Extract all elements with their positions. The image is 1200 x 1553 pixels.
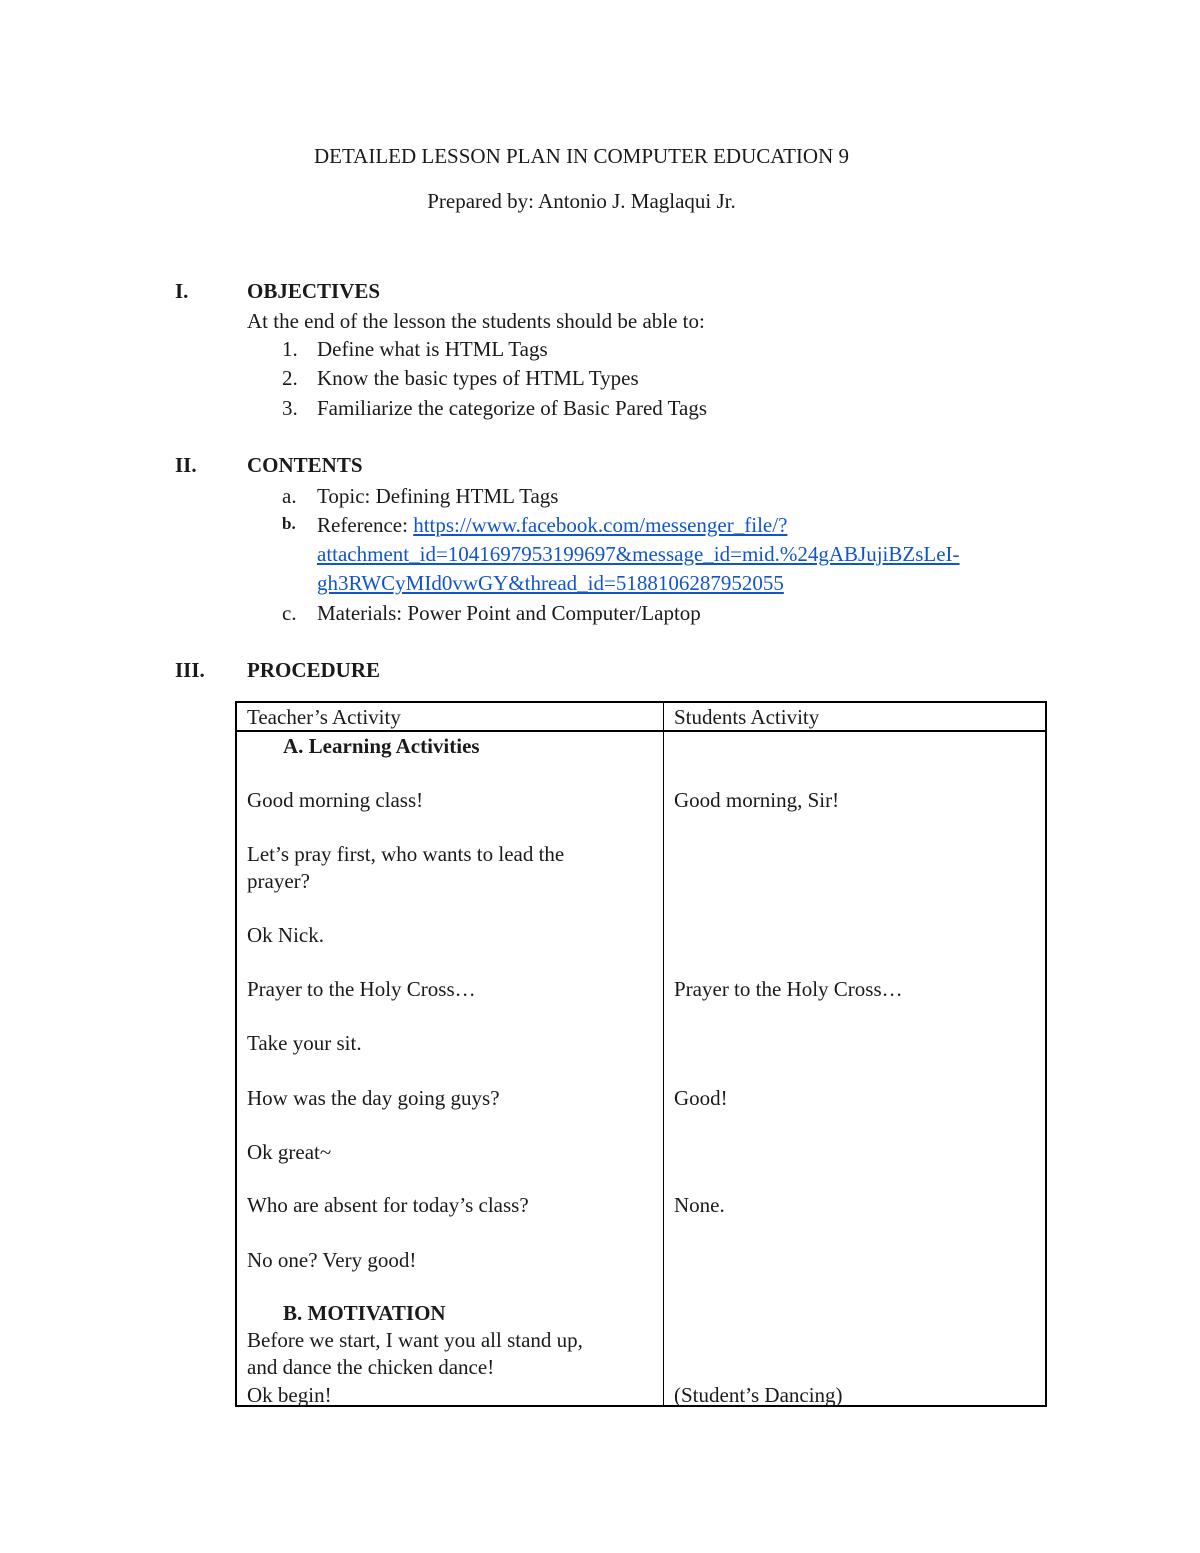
section-heading-procedure: PROCEDURE xyxy=(247,658,381,682)
section-heading-contents: CONTENTS xyxy=(247,453,363,477)
table-header-divider xyxy=(237,730,1045,732)
reference-link-line3-wrap xyxy=(317,571,784,596)
objectives-intro: At the end of the lesson the students should be able to: xyxy=(247,309,705,333)
reference-link[interactable]: gh3RWCyMId0vwGY&thread_id=5188106287952055 xyxy=(317,571,784,595)
document-title: DETAILED LESSON PLAN IN COMPUTER EDUCATION 9 xyxy=(314,144,849,168)
subsection-heading: A. Learning Activities xyxy=(283,734,480,758)
teacher-line: Good morning class! xyxy=(247,788,424,812)
teacher-line: Ok great~ xyxy=(247,1140,332,1164)
teacher-line: No one? Very good! xyxy=(247,1248,417,1272)
teacher-line: Who are absent for today’s class? xyxy=(247,1193,529,1217)
teacher-line: prayer? xyxy=(247,869,310,893)
reference-label: Reference: xyxy=(317,513,414,537)
list-item-marker: b. xyxy=(282,514,296,533)
column-header-teacher: Teacher’s Activity xyxy=(247,705,401,729)
list-item-marker: 2. xyxy=(282,366,298,390)
contents-topic: Topic: Defining HTML Tags xyxy=(317,484,559,508)
student-line: Good! xyxy=(674,1086,728,1110)
column-header-students: Students Activity xyxy=(674,705,820,729)
contents-materials: Materials: Power Point and Computer/Laptop xyxy=(317,601,701,625)
reference-link[interactable]: attachment_id=1041697953199697&message_id=mid.%24gABJujiBZsLeI- xyxy=(317,542,960,566)
reference-link-line2-wrap xyxy=(317,542,960,567)
student-line: (Student’s Dancing) xyxy=(674,1383,843,1407)
teacher-line: Let’s pray first, who wants to lead the xyxy=(247,842,565,866)
list-item: Know the basic types of HTML Types xyxy=(317,366,639,390)
list-item-marker: a. xyxy=(282,484,297,508)
teacher-line: Ok begin! xyxy=(247,1383,332,1407)
section-number-procedure: III. xyxy=(175,658,205,682)
prepared-by: Prepared by: Antonio J. Maglaqui Jr. xyxy=(427,189,736,213)
section-number-contents: II. xyxy=(175,453,197,477)
list-item-marker: c. xyxy=(282,601,297,625)
reference-link[interactable]: https://www.facebook.com/messenger_file/? xyxy=(413,513,788,537)
student-line: Good morning, Sir! xyxy=(674,788,840,812)
subsection-heading: B. MOTIVATION xyxy=(283,1301,446,1325)
list-item: Familiarize the categorize of Basic Pared Tags xyxy=(317,396,707,420)
teacher-line: Prayer to the Holy Cross… xyxy=(247,977,476,1001)
list-item: Define what is HTML Tags xyxy=(317,337,548,361)
teacher-line: and dance the chicken dance! xyxy=(247,1355,495,1379)
contents-reference xyxy=(317,513,787,538)
list-item-marker: 1. xyxy=(282,337,298,361)
student-line: Prayer to the Holy Cross… xyxy=(674,977,903,1001)
table-column-divider xyxy=(663,703,664,1405)
teacher-line: Ok Nick. xyxy=(247,923,324,947)
teacher-line: Before we start, I want you all stand up, xyxy=(247,1328,583,1352)
teacher-line: Take your sit. xyxy=(247,1031,362,1055)
procedure-table xyxy=(235,701,1047,1407)
student-line: None. xyxy=(674,1193,725,1217)
section-number-objectives: I. xyxy=(175,279,189,303)
list-item-marker: 3. xyxy=(282,396,298,420)
teacher-line: How was the day going guys? xyxy=(247,1086,500,1110)
section-heading-objectives: OBJECTIVES xyxy=(247,279,381,303)
